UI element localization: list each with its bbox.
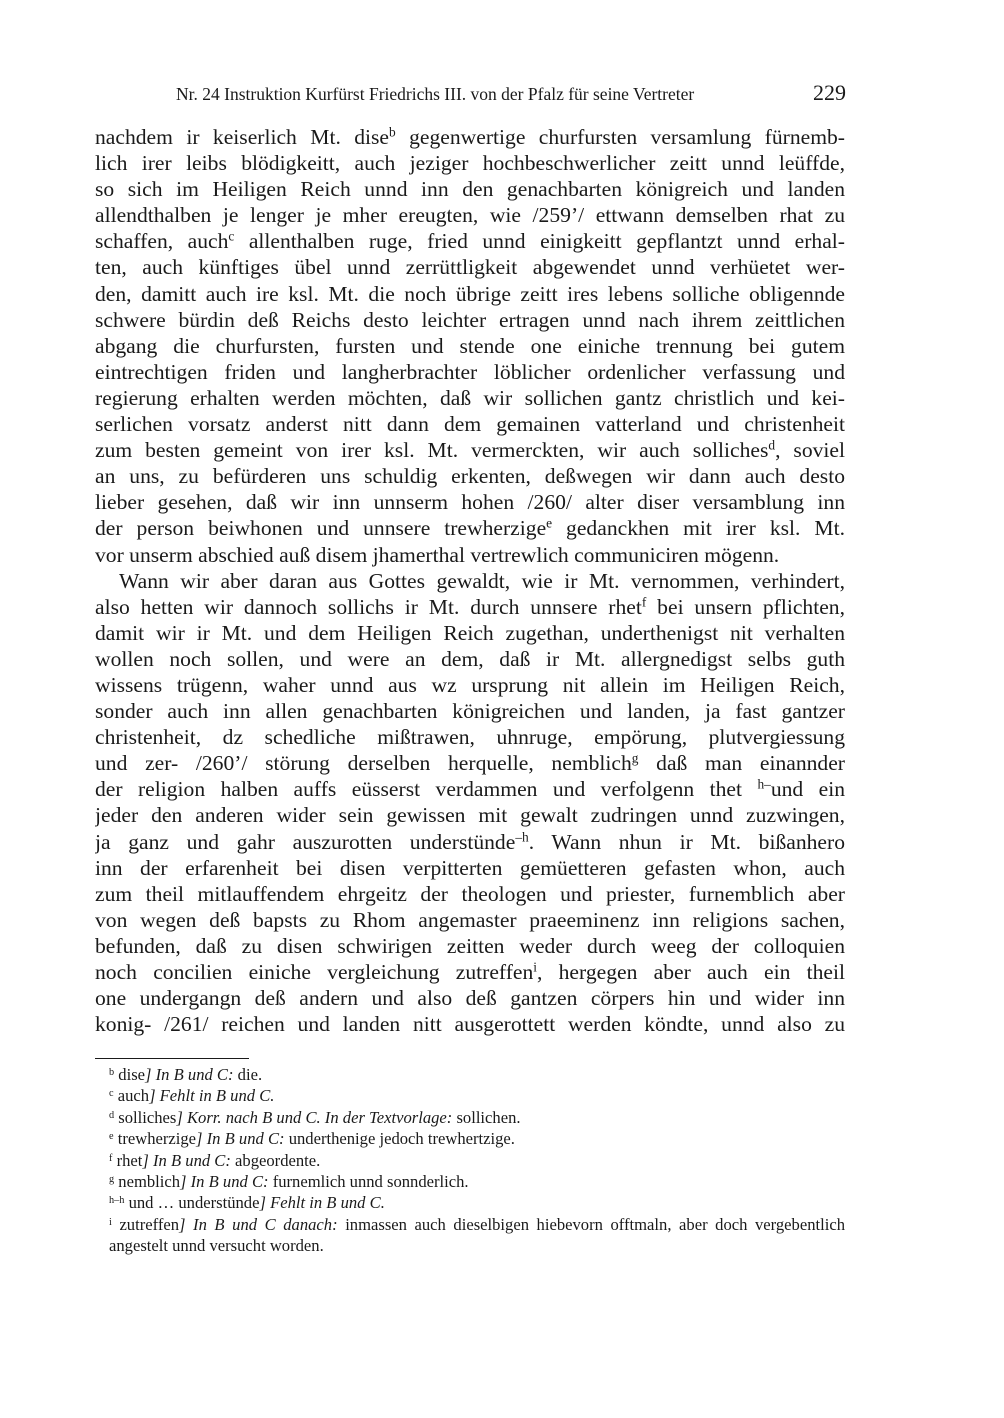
running-title: Nr. 24 Instruktion Kurfürst Friedrichs III. von der Pfalz für seine Vertreter <box>176 84 695 104</box>
text-line: jeder den anderen wider sein gewissen mit gewalt zudringen unnd zuzwingen, <box>95 803 845 828</box>
text-line: ja ganz und gahr auszurotten understünde$^{-h}$. Wann nhun ir Mt. bißanhero <box>95 829 845 854</box>
text-line: one undergangn deß andern und also deß gantzen cörpers hin und wider inn <box>95 986 845 1011</box>
footnote: $^i$ zutreffen] In B und C danach: inmassen auch dieselbigen hiebevorn offtmaln, aber doch vergebentlich angestelt unnd versucht worden. <box>109 1214 845 1256</box>
footnote-ref: b <box>389 124 396 140</box>
text-line: so sich im Heiligen Reich unnd inn den genachbarten königreich und landen <box>95 177 845 202</box>
footnote-ref: g <box>631 750 639 766</box>
text-line: vor unserm abschied auß disem jhamerthal vertrewlich communiciren mögenn. <box>95 542 780 567</box>
footnote: $^b$ dise] In B und C: die. <box>109 1065 263 1084</box>
text-line: ten, auch künftiges übel unnd zerrüttligkeit abgewendet unnd verhüetet wer- <box>95 255 845 280</box>
text-line: der religion halben auffs eüsserst verdammen und verfolgenn thet $^{h-}$und ein <box>95 776 845 802</box>
footnote-mark: e <box>109 1131 114 1143</box>
footnote-mark: f <box>109 1152 113 1164</box>
footnote-ref: e <box>546 516 553 532</box>
footnote: $^g$ nemblich] In B und C: furnemlich unnd sonnderlich. <box>109 1172 469 1192</box>
footnote: $^e$ trewherzige] In B und C: underthenige jedoch trewhertzige. <box>109 1129 515 1149</box>
footnote-mark: c <box>109 1088 114 1100</box>
footnotes <box>95 1064 845 1257</box>
text-line: eintrechtigen friden und langherbrachter löblicher ordenlicher verfassung und <box>95 359 845 384</box>
footnote: $^f$ rhet] In B und C: abgeordente. <box>109 1150 321 1170</box>
text-line: wissens trügenn, waher unnd aus wz ursprung nit allein im Heiligen Reich, <box>95 672 845 697</box>
footnote-divider <box>95 1058 249 1059</box>
running-header <box>176 80 846 110</box>
text-line: konig- /261/ reichen und landen nitt ausgerottett werden köndte, unnd also zu <box>95 1012 845 1037</box>
text-line: inn der erfarenheit bei disen verpitterten gemüetteren gefasten whon, auch <box>95 855 845 880</box>
text-line: der person beiwhonen und unnsere trewherzige$^e$ gedanckhen mit irer ksl. Mt. <box>95 516 845 541</box>
text-line: regierung erhalten werden möchten, daß wir sollichen gantz christlich und kei- <box>95 385 845 410</box>
footnote-ref: –h <box>515 829 529 845</box>
text-line: noch concilien einiche vergleichung zutreffen$^i$, hergegen aber auch ein theil <box>95 959 845 984</box>
page-number: 229 <box>813 80 846 105</box>
text-line: sonder auch inn allen genachbarten königreichen und landen, ja fast gantzer <box>95 699 845 724</box>
text-line: Wann wir aber daran aus Gottes gewaldt, wie ir Mt. vernommen, verhindert, <box>119 568 845 593</box>
footnote: $^d$ solliches] Korr. nach B und C. In der Textvorlage: sollichen. <box>109 1107 521 1127</box>
text-line: zum theil mitlauffendem ehrgeitz der theologen und priester, furnemblich aber <box>95 881 845 906</box>
text-line: allendthalben je lenger je mher ereugten, wie /259’/ ettwann demselben rhat zu <box>95 203 845 228</box>
footnote-ref: i <box>533 959 537 975</box>
text-line: und zer- /260’/ störung derselben herquelle, nemblich$^g$ daß man einannder <box>95 750 845 776</box>
footnote-ref: c <box>228 229 235 245</box>
text-line: schwere bürdin deß Reichs desto leichter ertragen unnd nach ihrem zeittlichen <box>95 307 845 332</box>
footnote-mark: b <box>109 1066 115 1078</box>
text-line: schaffen, auch$^c$ allenthalben ruge, fried unnd einigkeitt gepflantzt unnd erhal- <box>95 229 845 254</box>
footnote: $^c$ auch] Fehlt in B und C. <box>109 1086 275 1106</box>
text-line: zum besten gemeint von irer ksl. Mt. vermerckten, wir auch solliches$^d$, soviel <box>95 437 845 463</box>
footnote-mark: g <box>109 1173 115 1185</box>
footnote-mark: h–h <box>109 1195 125 1207</box>
footnote-mark: d <box>109 1109 115 1121</box>
footnote: $^{h-h}$ und … understünde] Fehlt in B und C. <box>109 1193 385 1213</box>
text-line: lich irer leibs blödigkeitt, auch jeziger hochbeschwerlicher zeitt unnd leüffde, <box>95 151 845 176</box>
text-line: also hetten wir dannoch sollichs ir Mt. durch unnsere rhet$^f$ bei unsern pflichten, <box>95 594 845 619</box>
text-line: serlichen vorsatz anderst nitt dann dem gemainen vatterland und christenheit <box>95 412 845 437</box>
footnote-mark: i <box>109 1216 112 1228</box>
footnote-ref: d <box>768 437 776 453</box>
text-line: christenheit, dz schedliche mißtrawen, uhnruge, empörung, plutvergiessung <box>95 725 845 750</box>
text-line: lieber gesehen, daß wir inn unnserm hohen /260/ alter diser versamblung inn <box>95 490 845 515</box>
text-line: wollen noch sollen, und were an dem, daß ir Mt. allergnedigst selbs guth <box>95 646 845 671</box>
text-line: nachdem ir keiserlich Mt. dise$^b$ gegenwertige churfursten versamlung fürnemb- <box>95 124 845 149</box>
text-line: an uns, zu befürderen uns schuldig erkenten, deßwegen wir dann auch desto <box>95 464 845 489</box>
text-line: den, damitt auch ire ksl. Mt. die noch übrige zeitt ires lebens solliche obligennde <box>95 281 845 306</box>
footnote-ref: f <box>641 594 647 610</box>
main-text <box>95 124 845 1037</box>
text-line: damit wir ir Mt. und dem Heiligen Reich zugethan, underthenigst nit verhalten <box>95 620 845 645</box>
footnote-ref: h– <box>757 776 771 792</box>
text-line: befunden, daß zu disen schwirigen zeitten weder durch weeg der colloquien <box>95 933 845 958</box>
text-line: von wegen deß bapsts zu Rhom angemaster praeeminenz inn religions sachen, <box>95 907 845 932</box>
text-line: abgang die churfursten, fursten und stende one einiche trennung bei gutem <box>95 333 845 358</box>
